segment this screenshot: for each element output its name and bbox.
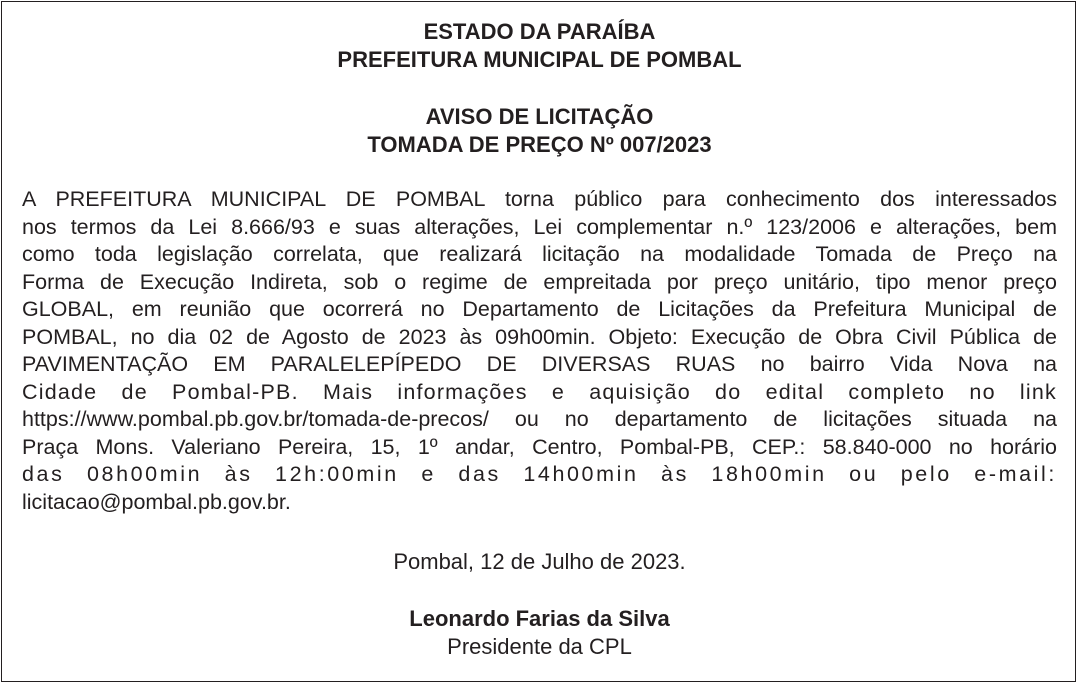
body-line: licitacao@pombal.pb.gov.br.	[22, 489, 291, 514]
body-line: das 08h00min às 12h:00min e das 14h00min às 18h00min ou pelo e-mail:	[22, 462, 1057, 486]
notice-body	[22, 186, 1057, 516]
notice-date: Pombal, 12 de Julho de 2023.	[393, 549, 686, 574]
notice-title: AVISO DE LICITAÇÃO	[425, 104, 654, 129]
body-line: Praça Mons. Valeriano Pereira, 15, 1º andar, Centro, Pombal-PB, CEP.: 58.840-000 no horário	[22, 434, 1057, 459]
signer-name: Leonardo Farias da Silva	[409, 606, 670, 631]
municipality-heading: PREFEITURA MUNICIPAL DE POMBAL	[337, 47, 742, 72]
body-line: https://www.pombal.pb.gov.br/tomada-de-precos/ ou no departamento de licitações situada na	[22, 407, 1057, 431]
body-line: Cidade de Pombal-PB. Mais informações e aquisição do edital completo no link	[22, 379, 1057, 404]
body-line: PAVIMENTAÇÃO EM PARALELEPÍPEDO DE DIVERSAS RUAS no bairro Vida Nova na	[22, 352, 1057, 376]
body-line: Forma de Execução Indireta, sob o regime de empreitada por preço unitário, tipo menor preço	[22, 269, 1057, 294]
body-line: GLOBAL, em reunião que ocorrerá no Departamento de Licitações da Prefeitura Municipal de	[22, 297, 1057, 321]
signer-role: Presidente da CPL	[447, 634, 632, 659]
body-line: POMBAL, no dia 02 de Agosto de 2023 às 09h00min. Objeto: Execução de Obra Civil Pública de	[22, 324, 1057, 349]
body-line: como toda legislação correlata, que realizará licitação na modalidade Tomada de Preço na	[22, 242, 1057, 266]
state-heading: ESTADO DA PARAÍBA	[423, 19, 656, 44]
body-line: nos termos da Lei 8.666/93 e suas alterações, Lei complementar n.º 123/2006 e alterações, bem	[22, 214, 1057, 239]
body-line: A PREFEITURA MUNICIPAL DE POMBAL torna público para conhecimento dos interessados	[22, 187, 1057, 211]
tender-number: TOMADA DE PREÇO Nº 007/2023	[367, 132, 712, 157]
